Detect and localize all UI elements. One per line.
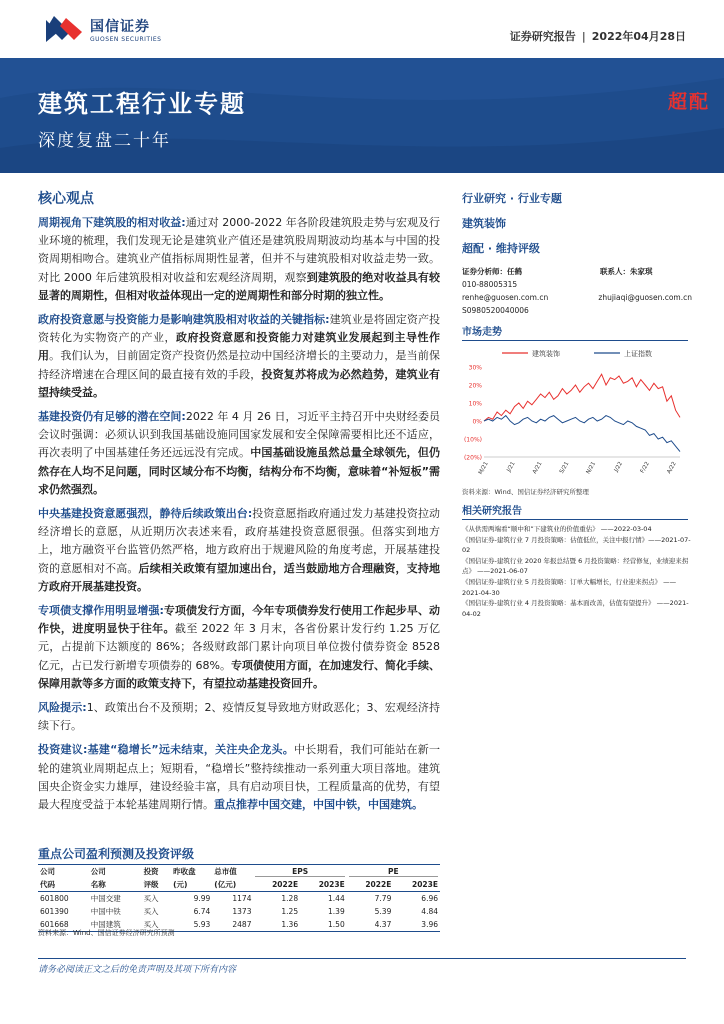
para-special-bonds: 专项债支撑作用明显增强:专项债发行方面，今年专项债券发行使用工作起步早、动作快，进度明显快于往年。截至 2022 年 3 月末，各省份累计发行约 1.25 万亿元，占提前下达额度的 86%；各级财政部门累计向项目单位拨付债券资金 8528 亿元，占已发行新增专项债券的 68%。专项债使用方面，在加速发行、简化手续、保障用款等多方面的政策支持下，有望拉动基建投资回升。 <box>38 604 440 690</box>
legend-label: 上证指数 <box>624 350 652 358</box>
y-tick-label: 0% <box>472 418 482 426</box>
th-code-2: 代码 <box>38 878 89 892</box>
th-eps-y1: 2022E <box>253 878 300 892</box>
trend-chart-svg <box>462 345 688 485</box>
analyst-name: 证券分析师：任鹤 <box>462 267 522 276</box>
side-category: 行业研究 · 行业专题 <box>462 192 562 205</box>
logo-cn-text: 国信证券 <box>90 18 150 35</box>
th-cap-2: (亿元) <box>212 878 253 892</box>
th-name-2: 名称 <box>89 878 142 892</box>
contact-email[interactable]: zhujiaqi@guosen.com.cn <box>598 293 692 302</box>
related-report-item[interactable]: 《国信证券-建筑行业 4 月投资策略：基本面改善，估值有望提升》 ——2021-04-02 <box>462 599 689 618</box>
core-view-column <box>38 188 440 820</box>
rating-badge: 超配 <box>667 91 710 113</box>
x-tick-label: F/22 <box>639 461 651 475</box>
side-industry: 建筑装饰 <box>462 217 506 230</box>
x-tick-label: A/21 <box>531 461 544 475</box>
related-reports-list <box>462 524 692 619</box>
series-line <box>484 374 680 421</box>
series-line <box>484 416 680 452</box>
y-tick-label: 20% <box>468 382 482 390</box>
x-tick-label: A/22 <box>666 461 678 475</box>
related-report-item[interactable]: 《从供需两端看“顺中和”下建筑业的价值重估》 ——2022-03-04 <box>462 525 652 533</box>
y-tick-label: 30% <box>468 364 482 372</box>
x-tick-label: N/21 <box>585 461 598 476</box>
th-pe-y1: 2022E <box>347 878 394 892</box>
th-code-1: 公司 <box>38 865 89 879</box>
chart-source: 资料来源：Wind、国信证券经济研究所整理 <box>462 488 589 496</box>
footer-disclaimer: 请务必阅读正文之后的免责声明及其项下所有内容 <box>38 965 237 975</box>
th-price-2: (元) <box>171 878 212 892</box>
table-source: 资料来源：Wind、国信证券经济研究所预测 <box>38 929 175 937</box>
table-row: 601800 中国交建 买入 9.99 1174 1.28 1.44 7.79 6.96 <box>40 894 438 903</box>
y-tick-label: 10% <box>468 400 482 408</box>
para-central-policy: 中央基建投资意愿强烈，静待后续政策出台:投资意愿指政府通过发力基建投资拉动经济增长的意愿，从近期历次表述来看，政府基建投资意愿很强。但落实到地方上，地方融资平台监管仍然严格，地方政府出于规避风险的角度考虑，开展基建投资的意愿相对不高。后续相关政策有望加速出台，适当鼓励地方合理融资，支持地方政府开展基建投资。 <box>38 507 441 593</box>
x-tick-label: J/21 <box>506 461 517 474</box>
para-risk: 风险提示:1、政策出台不及预期；2、疫情反复导致地方财政恶化；3、宏观经济持续下行。 <box>38 701 441 733</box>
x-tick-label: J/22 <box>613 461 625 474</box>
analyst-email[interactable]: renhe@guosen.com.cn <box>462 293 549 302</box>
th-pe: PE <box>347 865 440 879</box>
side-column <box>462 190 692 619</box>
para-cycle: 周期视角下建筑股的相对收益:通过对 2000-2022 年各阶段建筑股走势与宏观及行业环境的梳理，我们发现无论是建筑业产值还是建筑股周期波动均基本与中国的投资周期相吻合。建筑业产值指标周期性显著，但并不与建筑股相对收益走势一致。对比 2000 年后建筑股相对收益和宏观经济周期，观察到建筑股的绝对收益具有较显著的周期性，但相对收益体现出一定的逆周期性和部分时期的独立性。 <box>38 216 441 302</box>
para-infra-space: 基建投资仍有足够的潜在空间:2022 年 4 月 26 日，习近平主持召开中央财经委员会议时强调：必须认识到我国基础设施同国家发展和安全保障需要相比还不适应，再次表明了中国基建任务还远远没有完成。中国基础设施虽然总量全球领先，但仍然存在人均不足问题，同时区域分布不均衡，结构分布不均衡，意味着“补短板”需求仍然强烈。 <box>38 410 441 496</box>
guosen-logo <box>44 14 161 44</box>
forecast-table-title: 重点公司盈利预测及投资评级 <box>38 847 195 861</box>
logo-en-text: GUOSEN SECURITIES <box>90 35 162 43</box>
th-eps: EPS <box>253 865 346 879</box>
top-header <box>0 0 724 58</box>
core-view-heading: 核心观点 <box>38 191 94 207</box>
para-advice: 投资建议:基建“稳增长”远未结束，关注央企龙头。中长期看，我们可能站在新一轮的建筑业周期起点上；短期看，“稳增长”整持续推动一系列重大项目落地。建筑国央企资金实力雄厚，建设经验丰富，具有启动项目快，工程质量高的优势，有望最大程度受益于本轮基建周期行情。重点推荐中国交建，中国中铁，中国建筑。 <box>38 743 440 812</box>
market-trend-chart <box>462 345 688 485</box>
analyst-cert: S0980520040006 <box>462 306 529 315</box>
table-row: 601668 中国建筑 买入 5.93 2487 1.36 1.50 4.37 3.96 <box>38 918 440 932</box>
th-price-1: 昨收盘 <box>171 865 212 879</box>
para-gov-investment: 政府投资意愿与投资能力是影响建筑股相对收益的关键指标:建筑业是将固定资产投资转化为实物资产的产业，政府投资意愿和投资能力对建筑业发展起到主导性作用。我们认为，目前固定资产投资仍然是拉动中国经济增长的主要动力，是当前保持经济增速在合理区间的最直接有效的手段，投资复苏将成为必然趋势，建筑业有望持续受益。 <box>38 313 441 399</box>
th-rating-2: 评级 <box>142 878 172 892</box>
related-report-item[interactable]: 《国信证券-建筑行业 2020 年报总结暨 6 月投资策略：经营修复，业绩迎来拐点》 ——2021-06-07 <box>462 556 689 576</box>
analyst-phone: 010-88005315 <box>462 280 518 289</box>
report-subtitle: 深度复盘二十年 <box>38 131 171 151</box>
forecast-table <box>38 864 440 932</box>
y-tick-label: (20%) <box>463 454 482 462</box>
title-banner <box>0 58 724 173</box>
side-rating: 超配 · 维持评级 <box>462 242 540 255</box>
x-tick-label: S/21 <box>558 461 571 475</box>
legend-label: 建筑装饰 <box>532 350 560 358</box>
th-pe-y2: 2023E <box>393 878 440 892</box>
market-trend-heading: 市场走势 <box>462 323 688 341</box>
related-report-item[interactable]: 《国信证券-建筑行业 5 月投资策略：订单大幅增长，行业迎来拐点》 ——2021-04-30 <box>462 577 677 597</box>
footer-divider <box>38 958 686 959</box>
related-reports-heading: 相关研究报告 <box>462 502 688 520</box>
x-tick-label: M/21 <box>477 461 490 476</box>
th-cap-1: 总市值 <box>212 865 253 879</box>
th-name-1: 公司 <box>89 865 142 879</box>
report-date: 2022年04月28日 <box>591 30 686 43</box>
contact-name: 联系人：朱家琪 <box>600 267 653 276</box>
report-title: 建筑工程行业专题 <box>38 90 246 118</box>
th-rating-1: 投资 <box>142 865 172 879</box>
y-tick-label: (10%) <box>463 436 482 444</box>
report-meta <box>510 28 686 44</box>
th-eps-y2: 2023E <box>300 878 347 892</box>
report-type: 证券研究报告 <box>509 30 576 43</box>
table-row: 601390 中国中铁 买入 6.74 1373 1.25 1.39 5.39 4.84 <box>40 907 438 916</box>
meta-separator: | <box>581 30 586 43</box>
guosen-logo-icon <box>44 14 84 44</box>
related-report-item[interactable]: 《国信证券-建筑行业 7 月投资策略：估值低位，关注中报行情》——2021-07-02 <box>462 535 691 555</box>
analyst-info <box>462 265 692 317</box>
